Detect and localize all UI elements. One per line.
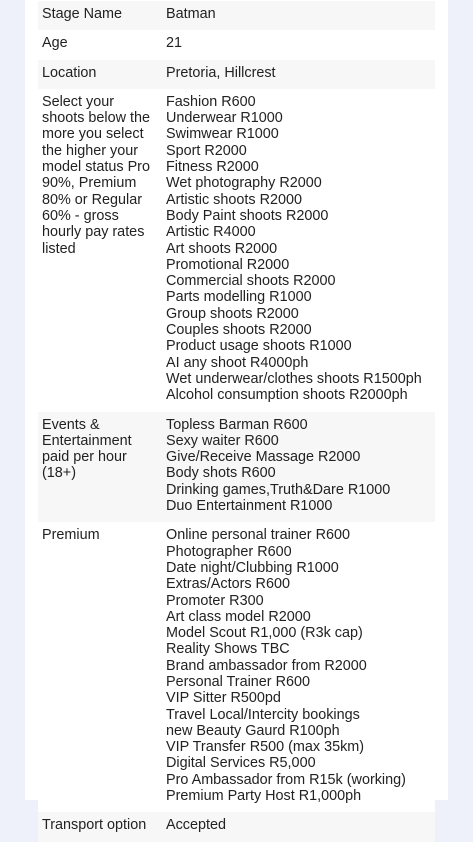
- shoot-item: AI any shoot R4000ph: [166, 354, 309, 371]
- premium-item: Travel Local/Intercity bookings: [166, 706, 360, 723]
- row-premium: [38, 522, 435, 812]
- premium-label: Premium: [38, 522, 162, 812]
- location-value: Pretoria, Hillcrest: [162, 60, 435, 89]
- premium-item: VIP Sitter R500pd: [166, 690, 281, 707]
- premium-list: [162, 522, 435, 812]
- shoot-item: Fitness R2000: [166, 159, 259, 176]
- shoot-item: Artistic shoots R2000: [166, 191, 302, 208]
- event-item: Duo Entertainment R1000: [166, 498, 333, 515]
- shoot-item: Swimwear R1000: [166, 126, 279, 143]
- shoot-item: Parts modelling R1000: [166, 289, 312, 306]
- premium-item: VIP Transfer R500 (max 35km): [166, 739, 365, 756]
- premium-item: Pro Ambassador from R15k (working): [166, 771, 406, 788]
- shoot-item: Product usage shoots R1000: [166, 338, 352, 355]
- profile-card: [25, 0, 448, 834]
- premium-item: Premium Party Host R1,000ph: [166, 788, 362, 805]
- shoot-item: Underwear R1000: [166, 110, 283, 127]
- shoot-item: Body Paint shoots R2000: [166, 207, 329, 224]
- row-stage-name: [38, 1, 435, 30]
- premium-item: Photographer R600: [166, 543, 292, 560]
- premium-item: Model Scout R1,000 (R3k cap): [166, 625, 363, 642]
- premium-item: Personal Trainer R600: [166, 673, 310, 690]
- row-age: [38, 30, 435, 59]
- premium-item: Reality Shows TBC: [166, 641, 290, 658]
- shoot-item: Artistic R4000: [166, 224, 256, 241]
- shoot-item: Art shoots R2000: [166, 240, 278, 257]
- premium-item: Digital Services R5,000: [166, 755, 316, 772]
- shoot-item: Wet underwear/clothes shoots R1500ph: [166, 370, 422, 387]
- shoot-item: Promotional R2000: [166, 256, 290, 273]
- event-item: Topless Barman R600: [166, 416, 308, 433]
- event-item: Drinking games,Truth&Dare R1000: [166, 481, 391, 498]
- row-location: [38, 60, 435, 89]
- location-label: Location: [38, 60, 162, 89]
- premium-item: new Beauty Gaurd R100ph: [166, 722, 340, 739]
- shoot-item: Commercial shoots R2000: [166, 273, 336, 290]
- shoot-item: Fashion R600: [166, 93, 256, 110]
- premium-item: Date night/Clubbing R1000: [166, 559, 339, 576]
- transport-value: Accepted: [162, 812, 435, 841]
- shoot-item: Alcohol consumption shoots R2000ph: [166, 387, 408, 404]
- stage-name-label: Stage Name: [38, 1, 162, 30]
- events-list: [162, 412, 435, 523]
- row-shoots: [38, 89, 435, 412]
- shoot-item: Group shoots R2000: [166, 305, 299, 322]
- premium-item: Promoter R300: [166, 592, 264, 609]
- age-value: 21: [162, 30, 435, 59]
- shoot-item: Couples shoots R2000: [166, 322, 312, 339]
- row-events: [38, 412, 435, 523]
- premium-item: Online personal trainer R600: [166, 527, 350, 544]
- row-transport: [38, 812, 435, 841]
- shoot-item: Wet photography R2000: [166, 175, 322, 192]
- premium-item: Brand ambassador from R2000: [166, 657, 367, 674]
- transport-label: Transport option: [38, 812, 162, 841]
- premium-item: Art class model R2000: [166, 608, 311, 625]
- shoots-list: [162, 89, 435, 412]
- event-item: Sexy waiter R600: [166, 432, 279, 449]
- events-label: Events & Entertainment paid per hour (18+): [38, 412, 162, 523]
- event-item: Give/Receive Massage R2000: [166, 449, 361, 466]
- age-label: Age: [38, 30, 162, 59]
- premium-item: Extras/Actors R600: [166, 576, 290, 593]
- shoot-item: Sport R2000: [166, 142, 247, 159]
- event-item: Body shots R600: [166, 465, 276, 482]
- stage-name-value: Batman: [162, 1, 435, 30]
- shoots-label: Select your shoots below the more you select the higher your model status Pro 90%, Premium 80% or Regular 60% - gross hourly pay rates listed: [38, 89, 162, 412]
- profile-details-table: [38, 1, 435, 842]
